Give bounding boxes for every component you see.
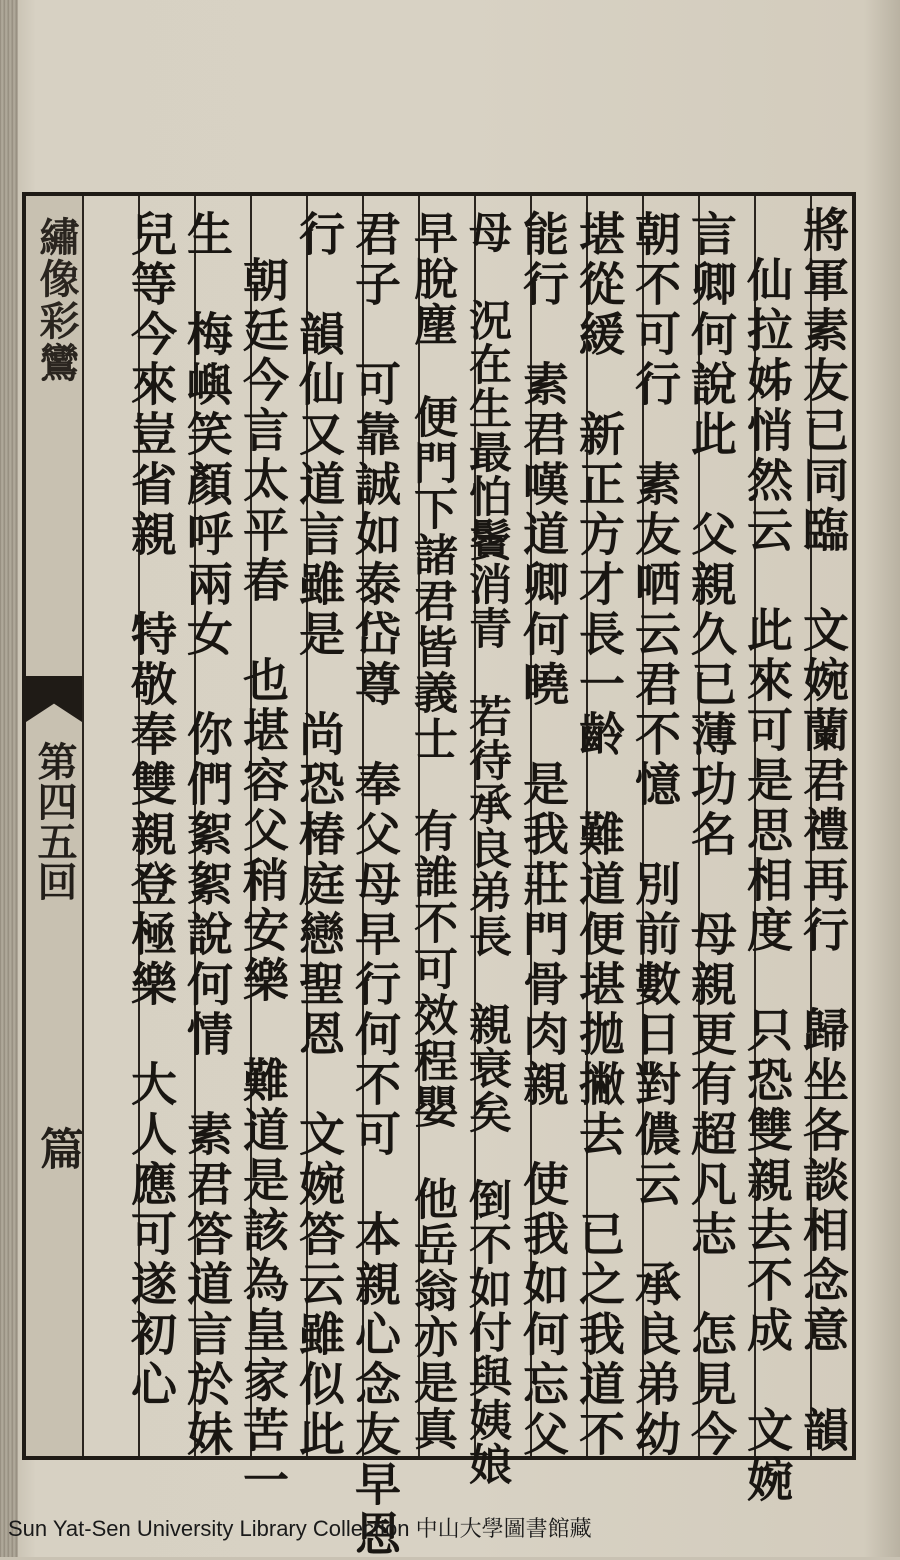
margin-page-label: 篇 [32, 1126, 83, 1170]
text-column-3: 言卿何說此 父親久已薄功名 母親更有超凡志 怎見今 [684, 210, 738, 1460]
column-rule [82, 196, 84, 1456]
text-column-5: 堪從緩 新正方才長一齡 難道便堪拋撇去 已之我道不 [572, 210, 626, 1460]
text-column-12: 生 梅嶼笑顏呼兩女 你們絮絮說何情 素君答道言於妹 [180, 210, 234, 1460]
margin-chapter: 第四五回 [31, 741, 78, 901]
fishtail-mark [26, 676, 82, 722]
text-column-8: 早脫塵 便門下諸君皆義士 有誰不可效程嬰 他岳翁亦是真 [406, 210, 457, 1452]
text-column-1: 將軍素友已同臨 文婉蘭君禮再行 歸坐各談相念意 韻 [796, 206, 850, 1456]
text-column-9: 君子 可靠誠如泰岱尊 奉父母早行何不可 本親心念友早恩 [348, 210, 402, 1560]
library-caption: Sun Yat-Sen University Library Collection 中山大學圖書館藏 [8, 1516, 592, 1541]
text-column-7: 母 況在生最怕鬢消青 若待承良弟長 親衰矣 倒不如付與姨娘 [462, 210, 512, 1486]
text-column-13: 兒等今來豈省親 特敬奉雙親登極樂 大人應可遂初心 [124, 210, 178, 1410]
margin-title: 繡像彩鸞 [33, 216, 80, 384]
text-column-10: 行 韻仙又道言雖是 尚恐椿庭戀聖恩 文婉答云雖似此 [292, 210, 346, 1460]
center-margin [26, 196, 82, 1456]
text-column-4: 朝不可行 素友哂云君不憶 別前數日對儂云 承良弟幼 [628, 210, 682, 1460]
text-column-11: 朝廷今言太平春 也堪容父稍安樂 難道是該為皇家苦一 [236, 256, 290, 1506]
text-column-2: 仙拉姊悄然云 此來可是思相度 只恐雙親去不成 文婉 [740, 256, 794, 1506]
text-column-6: 能行 素君嘆道卿何曉 是我莊門骨肉親 使我如何忘父 [516, 210, 570, 1460]
book-binding [0, 0, 18, 1557]
